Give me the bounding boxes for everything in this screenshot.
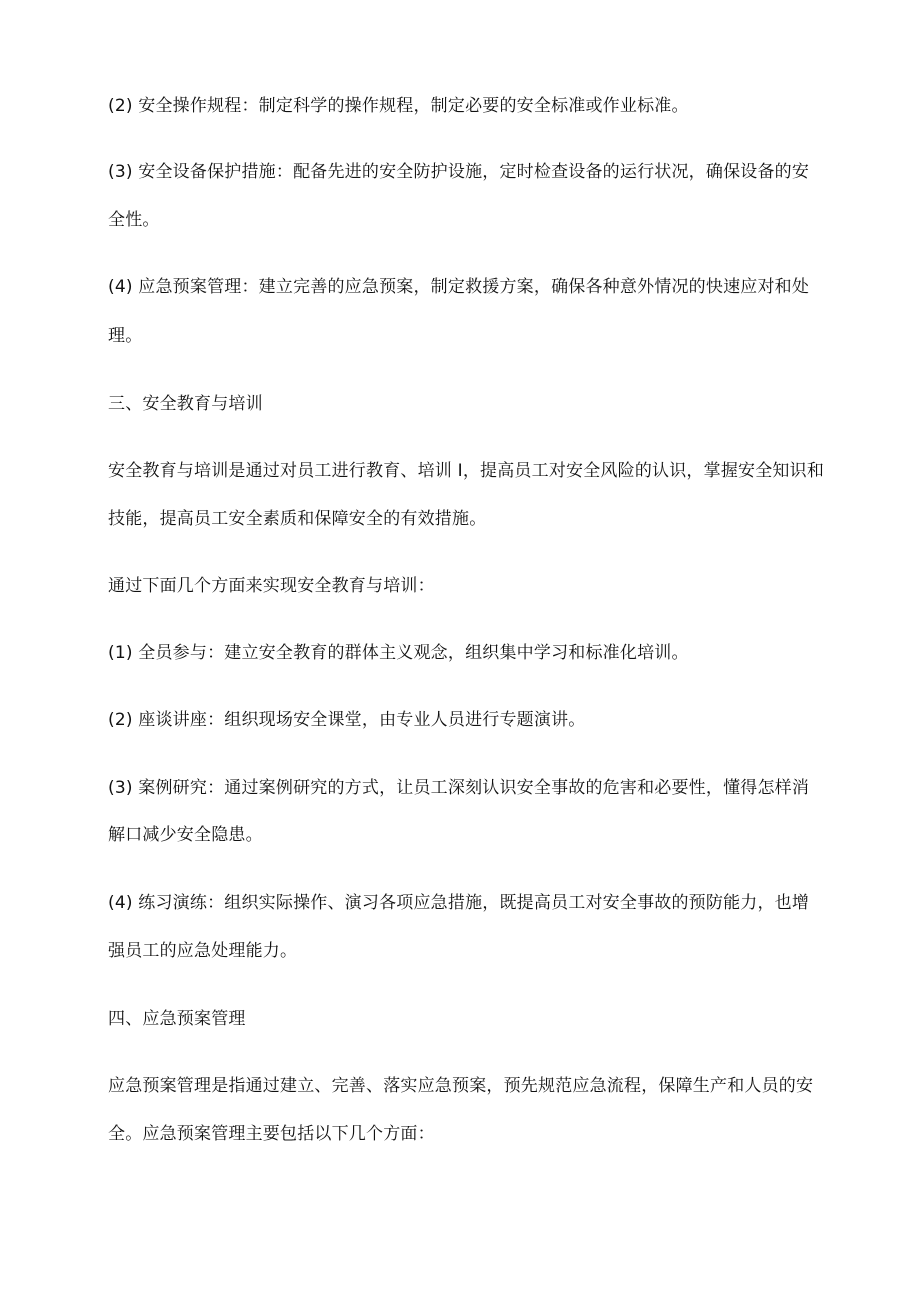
text-line: (4) 练习演练：组织实际操作、演习各项应急措施，既提高员工对安全事故的预防能力，也增: [108, 893, 810, 913]
text-line: (4) 应急预案管理：建立完善的应急预案，制定救援方案，确保各种意外情况的快速应对和处: [108, 277, 810, 297]
text-line: 应急预案管理是指通过建立、完善、落实应急预案，预先规范应急流程，保障生产和人员的安: [108, 1076, 814, 1096]
text-line: 强员工的应急处理能力。: [108, 941, 298, 961]
section-heading: 三、安全教育与培训: [108, 394, 263, 414]
text-line: 通过下面几个方面来实现安全教育与培训：: [108, 576, 435, 596]
text-line: 解口减少安全隐患。: [108, 825, 263, 845]
text-line: (3) 案例研究：通过案例研究的方式，让员工深刻认识安全事故的危害和必要性，懂得怎样消: [108, 778, 810, 798]
text-line: (3) 安全设备保护措施：配备先进的安全防护设施，定时检查设备的运行状况，确保设备的安: [108, 162, 810, 182]
text-line: (2) 安全操作规程：制定科学的操作规程，制定必要的安全标准或作业标准。: [108, 96, 689, 116]
text-line: (1) 全员参与：建立安全教育的群体主义观念，组织集中学习和标准化培训。: [108, 643, 689, 663]
text-line: (2) 座谈讲座：组织现场安全课堂，由专业人员进行专题演讲。: [108, 710, 586, 730]
section-heading: 四、应急预案管理: [108, 1009, 246, 1029]
text-line: 全。应急预案管理主要包括以下几个方面：: [108, 1124, 435, 1144]
text-line: 安全教育与培训是通过对员工进行教育、培训 I，提高员工对安全风险的认识，掌握安全知识和: [108, 461, 825, 481]
text-line: 理。: [108, 326, 143, 346]
text-line: 技能，提高员工安全素质和保障安全的有效措施。: [108, 509, 487, 529]
text-line: 全性。: [108, 210, 160, 230]
